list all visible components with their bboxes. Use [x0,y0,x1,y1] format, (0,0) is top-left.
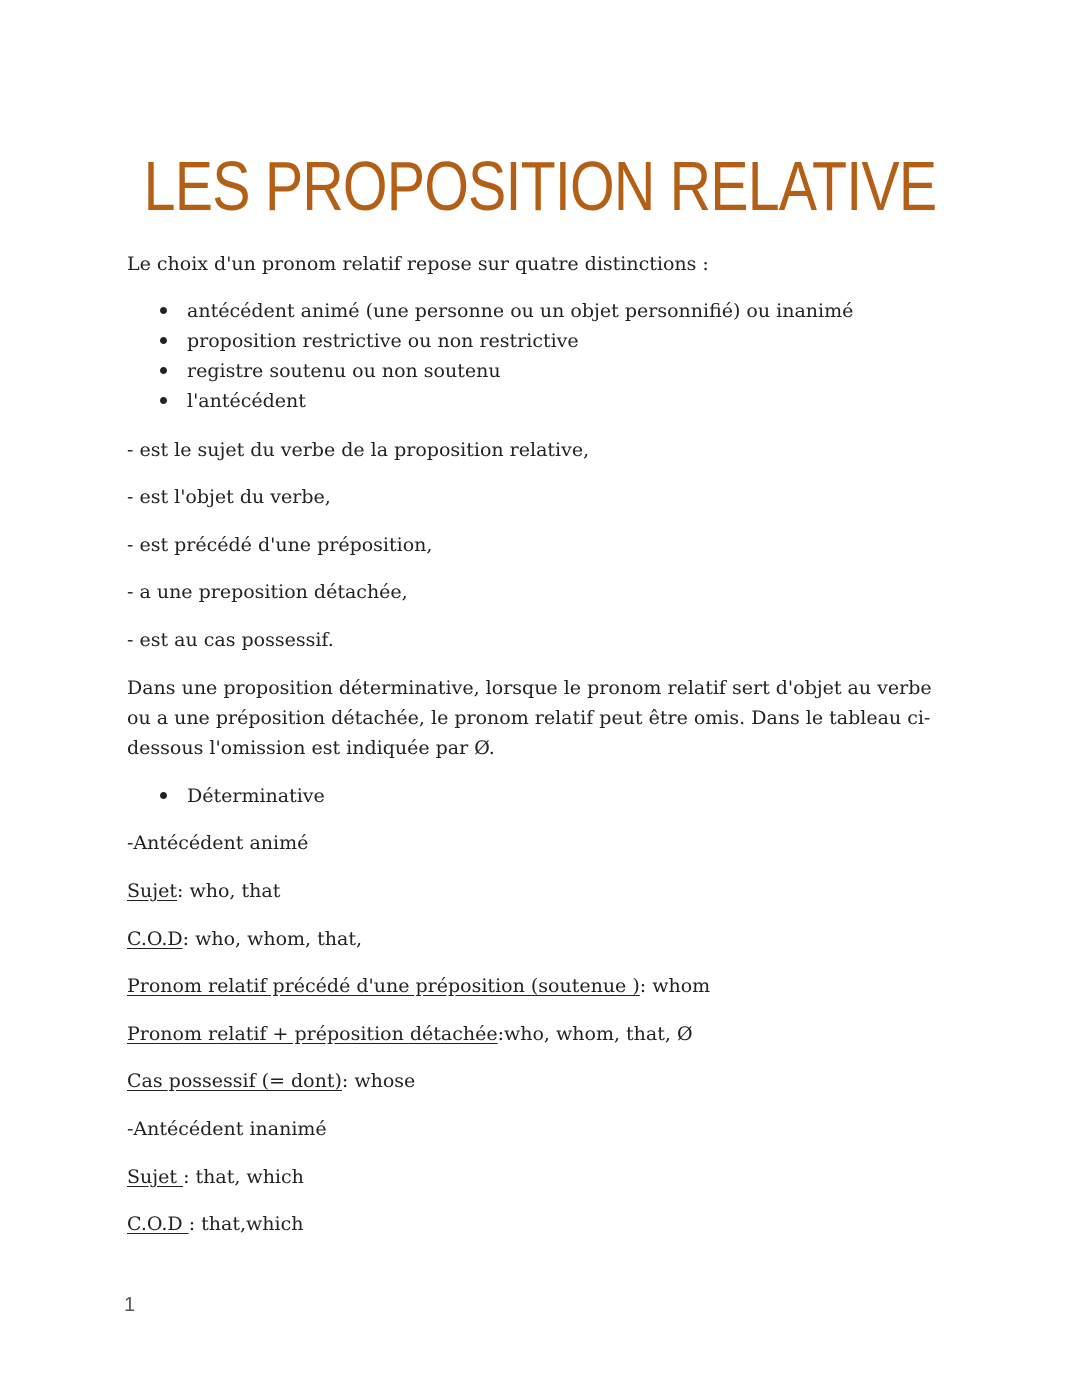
omission-paragraph: Dans une proposition déterminative, lorsque le pronom relatif sert d'objet au verbe ou a une préposition détachée, le pronom relatif peut être omis. Dans le tableau ci-dessous l'omission est indiquée par Ø. [127,677,932,759]
rule-value: : that, which [183,1166,304,1188]
list-item: registre soutenu ou non soutenu [160,356,501,386]
rule-row [127,1209,303,1239]
animate-heading: -Antécédent animé [127,832,309,854]
antecedent-case: - est le sujet du verbe de la proposition relative, [127,439,590,461]
list-item: antécédent animé (une personne ou un objet personnifié) ou inanimé [160,296,853,326]
antecedent-case: - est l'objet du verbe, [127,486,331,508]
rule-label: Pronom relatif précédé d'une préposition (soutenue ) [127,975,640,997]
rule-row [127,924,362,954]
rule-value: :who, whom, that, Ø [497,1023,693,1045]
section-bullet: Déterminative [160,781,325,811]
rule-label: C.O.D [127,1213,189,1235]
rule-row [127,1019,693,1049]
bullet-icon [160,307,167,314]
page-number: 1 [124,1294,136,1316]
rule-row [127,1162,304,1192]
list-item: proposition restrictive ou non restrictive [160,326,579,356]
rule-value: : who, that [177,880,281,902]
bullet-icon [160,337,167,344]
antecedent-case: - a une preposition détachée, [127,581,408,603]
bullet-icon [160,367,167,374]
bullet-icon [160,397,167,404]
rule-row [127,971,710,1001]
antecedent-case: - est au cas possessif. [127,629,334,651]
bullet-icon [160,792,167,799]
rule-value: : that,which [188,1213,304,1235]
rule-label: Sujet [127,1166,184,1188]
rule-value: : who, whom, that, [182,928,363,950]
rule-row [127,876,280,906]
rule-label: C.O.D [127,928,183,950]
rule-label: Pronom relatif + préposition détachée [127,1023,498,1045]
page-title: LES PROPOSITION RELATIVE [143,147,937,225]
antecedent-case: - est précédé d'une préposition, [127,534,433,556]
rule-value: : whom [639,975,711,997]
rule-value: : whose [341,1070,416,1092]
intro-text: Le choix d'un pronom relatif repose sur quatre distinctions : [127,253,709,275]
rule-label: Sujet [127,880,178,902]
inanimate-heading: -Antécédent inanimé [127,1118,327,1140]
list-item: l'antécédent [160,386,306,416]
rule-row [127,1066,415,1096]
rule-label: Cas possessif (= dont) [127,1070,342,1092]
